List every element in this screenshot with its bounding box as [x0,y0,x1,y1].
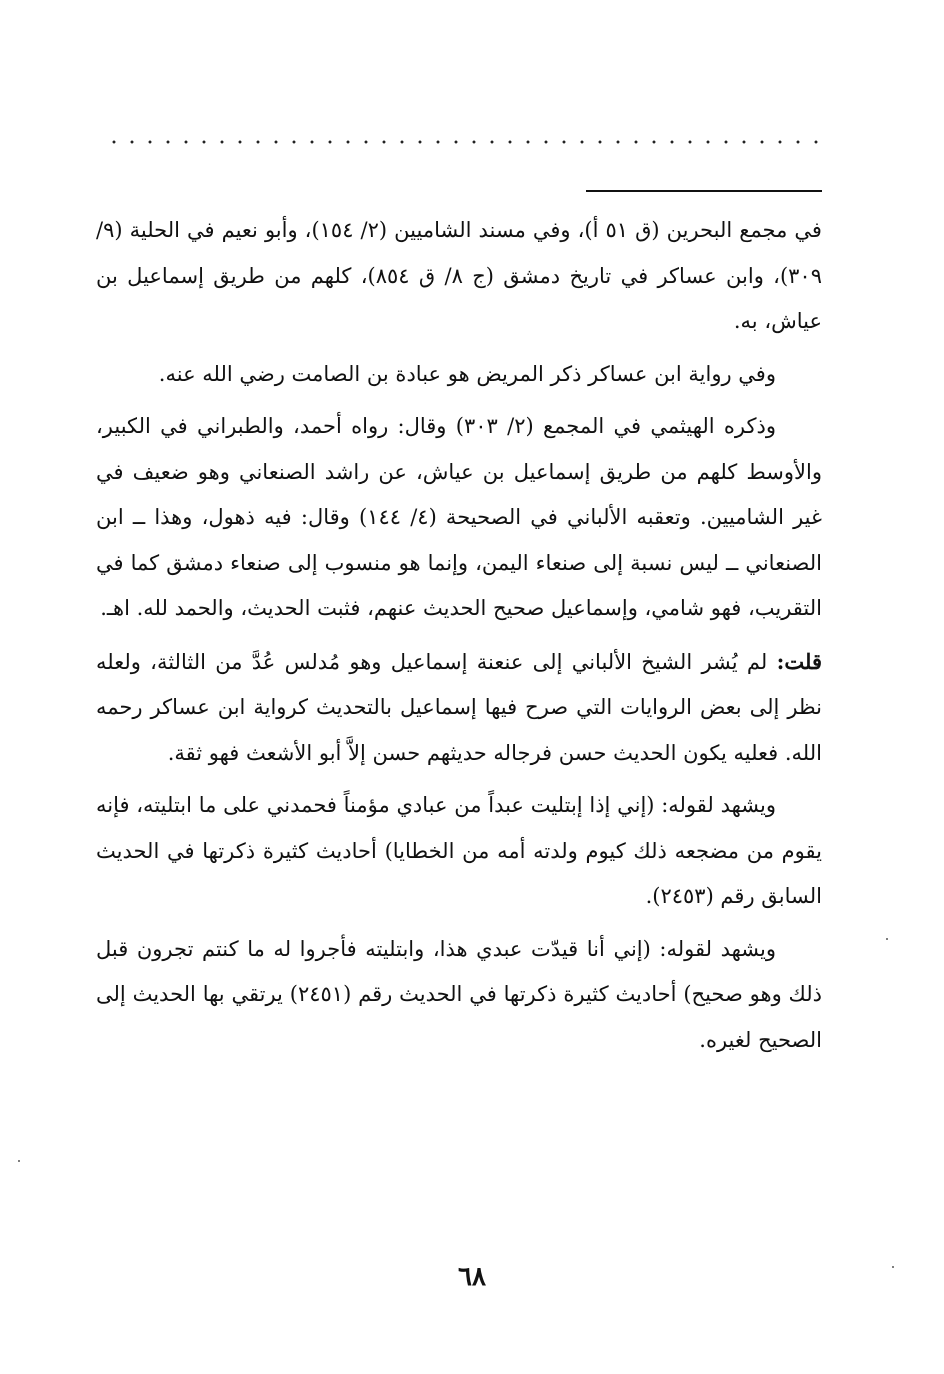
paragraph-sources: في مجمع البحرين (ق ٥١ أ)، وفي مسند الشاميين (٢/ ١٥٤)، وأبو نعيم في الحلية (٩/ ٣٠٩)، وابن عساكر في تاريخ دمشق (ج ٨/ ق ٨٥٤)، كلهم من طريق إسماعيل بن عياش، به. [96,218,822,333]
paragraph-witness-2: ويشهد لقوله: (إني أنا قيدّت عبدي هذا، وابتليته فأجروا له ما كنتم تجرون قبل ذلك وهو صحيح) أحاديث كثيرة ذكرتها في الحديث رقم (٢٤٥١) يرتقي بها الحديث إلى الصحيح لغيره. [96,936,823,1052]
paragraph-body: لم يُشر الشيخ الألباني إلى عنعنة إسماعيل وهو مُدلس عُدَّ من الثالثة، ولعله نظر إلى بعض الروايات التي صرح فيها إسماعيل بالتحديث كرواية ابن عساكر رحمه الله. فعليه يكون الحديث حسن فرجاله حديثهم حسن إلاَّ أبو الأشعث فهو ثقة. [96,649,822,765]
paragraph-lead: قلت: [776,648,822,674]
dotted-separator [105,140,821,144]
footnote-text [96,208,822,1070]
scan-speck [892,1266,894,1268]
scan-speck [18,1160,20,1162]
page-number: ٦٨ [458,1262,486,1292]
paragraph-witness-1: ويشهد لقوله: (إني إذا إبتليت عبداً من عبادي مؤمناً فحمدني على ما ابتليته، فإنه يقوم من مضجعه ذلك كيوم ولدته أمه من الخطايا) أحاديث كثيرة ذكرتها في الحديث السابق رقم (٢٤٥٣). [96,793,822,908]
scan-speck [886,938,888,940]
paragraph-ibn-asakir: وفي رواية ابن عساكر ذكر المريض هو عبادة بن الصامت رضي الله عنه. [158,361,776,386]
paragraph-haythami: وذكره الهيثمي في المجمع (٢/ ٣٠٣) وقال: رواه أحمد، والطبراني في الكبير، والأوسط كلهم من طريق إسماعيل بن عياش، عن راشد الصنعاني وهو ضعيف في غير الشاميين. وتعقبه الألباني في الصحيحة (٤/ ١٤٤) وقال: فيه ذهول، وهذا ــ ابن الصنعاني ــ ليس نسبة إلى صنعاء اليمن، وإنما هو منسوب إلى صنعاء دمشق كما في التقريب، فهو شامي، وإسماعيل صحيح الحديث عنهم، فثبت الحديث، والحمد لله. اهـ. [96,414,822,620]
paragraph-author-note [96,639,822,777]
footnote-rule [586,190,822,192]
